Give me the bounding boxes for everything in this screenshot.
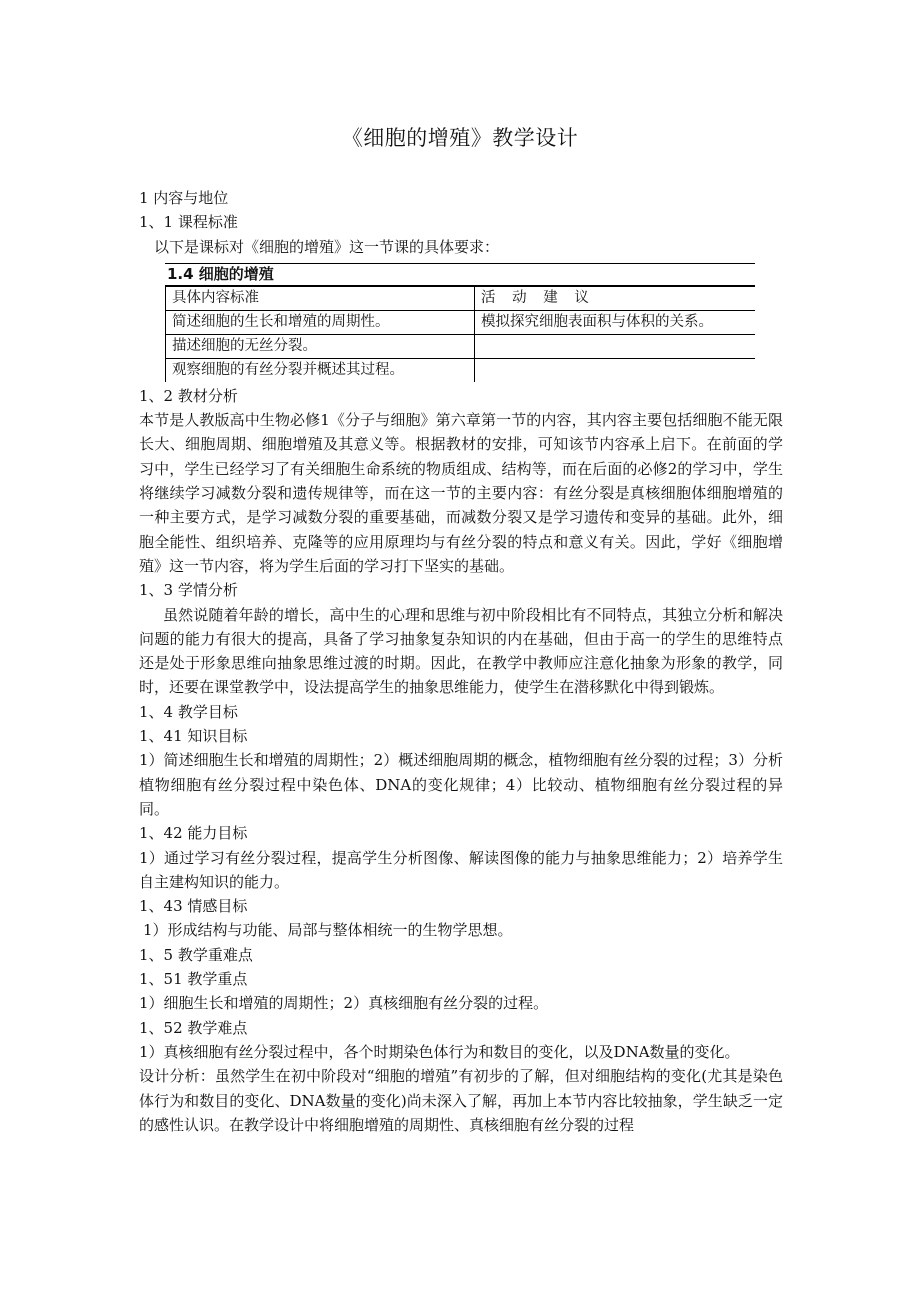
- table-row: [166, 310, 756, 334]
- curriculum-standards-table: [165, 263, 755, 382]
- design-analysis-paragraph: 设计分析：虽然学生在初中阶段对“细胞的增殖”有初步的了解，但对细胞结构的变化(尤其是染色体行为和数目的变化、DNA数量的变化)尚未深入了解，再加上本节内容比较抽象，学生缺乏一定的感性认识。在教学设计中将细胞增殖的周期性、真核细胞有丝分裂的过程: [139, 1067, 783, 1134]
- textbook-analysis-paragraph: 本节是人教版高中生物必修1《分子与细胞》第六章第一节的内容，其内容主要包括细胞不能无限长大、细胞周期、细胞增殖及其意义等。根据教材的安排，可知该节内容承上启下。在前面的学习中，学生已经学习了有关细胞生命系统的物质组成、结构等，而在后面的必修2的学习中，学生将继续学习减数分裂和遗传规律等，而在这一节的主要内容：有丝分裂是真核细胞体细胞增殖的一种主要方式，是学习减数分裂的重要基础，而减数分裂又是学习遗传和变异的基础。此外，细胞全能性、组织培养、克隆等的应用原理均与有丝分裂的特点和意义有关。因此，学好《细胞增殖》这一节内容，将为学生后面的学习打下坚实的基础。: [139, 411, 783, 575]
- difficult-points-paragraph: 1）真核细胞有丝分裂过程中，各个时期染色体行为和数目的变化，以及DNA数量的变化。: [139, 1042, 740, 1061]
- table-cell: [475, 334, 756, 358]
- ability-goals-paragraph: 1）通过学习有丝分裂过程，提高学生分析图像、解读图像的能力与抽象思维能力；2）培养学生自主建构知识的能力。: [139, 848, 783, 891]
- student-analysis-paragraph: 虽然说随着年龄的增长，高中生的心理和思维与初中阶段相比有不同特点，其独立分析和解决问题的能力有很大的提高，具备了学习抽象复杂知识的内在基础，但由于高一的学生的思维特点还是处于形象思维向抽象思维过渡的时期。因此，在教学中教师应注意化抽象为形象的教学，同时，还要在课堂教学中，设法提高学生的抽象思维能力，使学生在潜移默化中得到锻炼。: [139, 605, 783, 697]
- table-header-row: [166, 286, 756, 310]
- section-heading-1-2: 1、2 教材分析: [139, 386, 238, 405]
- table-cell: 简述细胞的生长和增殖的周期性。: [166, 310, 475, 334]
- table-row: [166, 358, 756, 382]
- standards-table: [165, 286, 755, 382]
- table-cell: [475, 358, 756, 382]
- table-cell: 观察细胞的有丝分裂并概述其过程。: [166, 358, 475, 382]
- standards-intro: 以下是课标对《细胞的增殖》这一节课的具体要求：: [154, 237, 500, 256]
- table-row: [166, 334, 756, 358]
- document-body: [139, 186, 783, 1137]
- section-heading-1-1: 1、1 课程标准: [139, 213, 238, 232]
- table-header-cell: 具体内容标准: [166, 286, 475, 310]
- key-points-paragraph: 1）细胞生长和增殖的周期性；2）真核细胞有丝分裂的过程。: [139, 994, 549, 1013]
- section-heading-1-3: 1、3 学情分析: [139, 581, 238, 600]
- knowledge-goals-paragraph: 1）简述细胞生长和增殖的周期性；2）概述细胞周期的概念，植物细胞有丝分裂的过程；3）分析植物细胞有丝分裂过程中染色体、DNA的变化规律；4）比较动、植物细胞有丝分裂过程的异同。: [139, 751, 783, 818]
- table-header-cell: 活 动 建 议: [475, 286, 756, 310]
- document-title: 《细胞的增殖》教学设计: [341, 126, 579, 150]
- emotion-goals-paragraph: 1）形成结构与功能、局部与整体相统一的生物学思想。: [143, 921, 513, 940]
- section-heading-1-5: 1、5 教学重难点: [139, 945, 253, 964]
- section-heading-1-41: 1、41 知识目标: [139, 727, 248, 746]
- standards-table-title: 1.4 细胞的增殖: [165, 263, 755, 286]
- section-heading-1-52: 1、52 教学难点: [139, 1018, 248, 1037]
- section-heading-1-42: 1、42 能力目标: [139, 824, 248, 843]
- section-heading-1-4: 1、4 教学目标: [139, 702, 238, 721]
- section-heading-1-51: 1、51 教学重点: [139, 970, 248, 989]
- table-cell: 模拟探究细胞表面积与体积的关系。: [475, 310, 756, 334]
- table-cell: 描述细胞的无丝分裂。: [166, 334, 475, 358]
- section-heading-1: 1 内容与地位: [139, 189, 229, 207]
- section-heading-1-43: 1、43 情感目标: [139, 897, 248, 916]
